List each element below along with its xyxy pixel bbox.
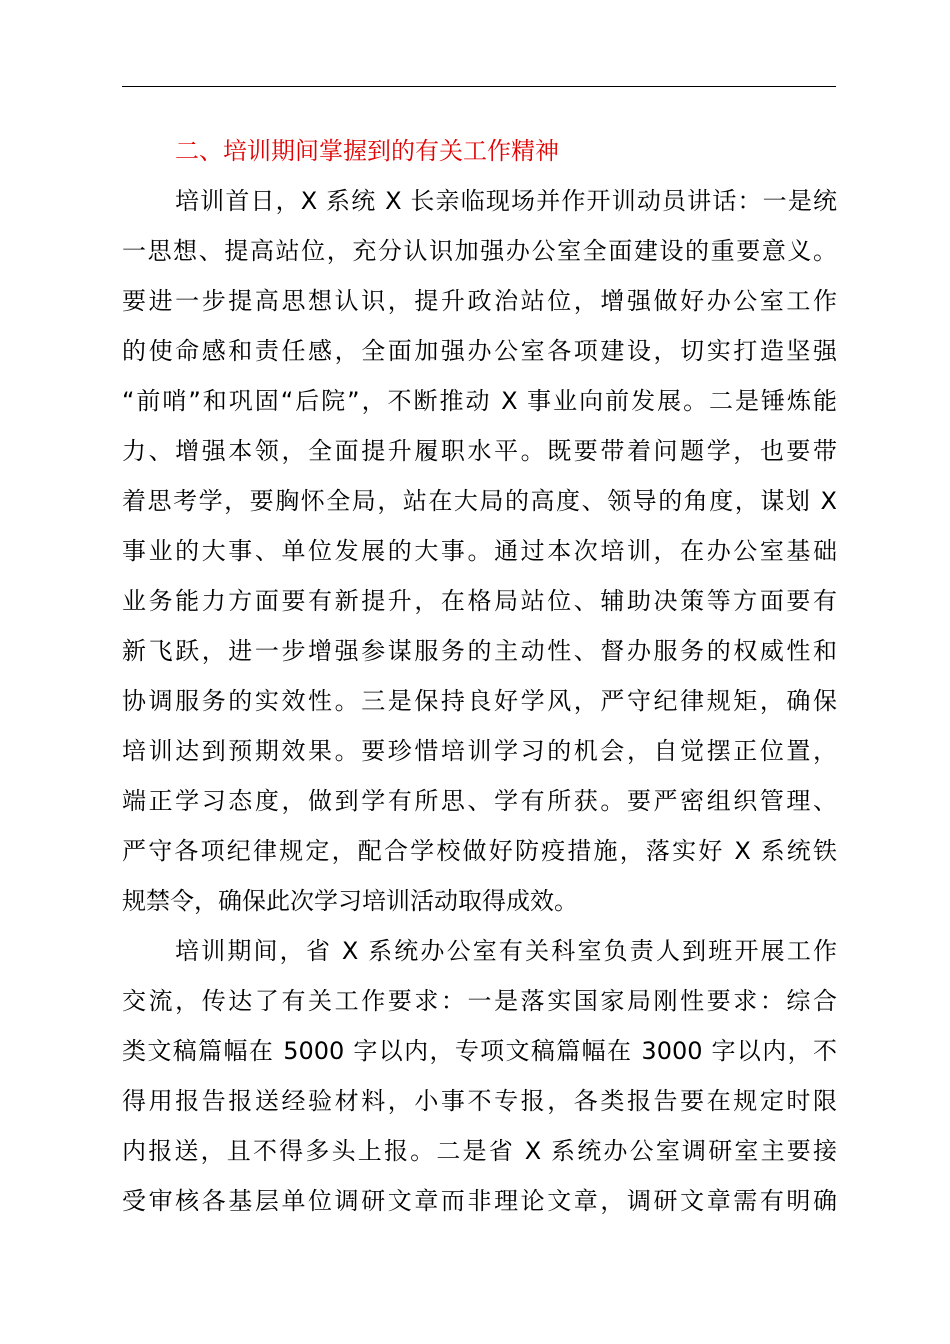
paragraph-1-line-13: 端正学习态度，做到学有所思、学有所获。要严密组织管理、 — [122, 787, 837, 815]
paragraph-2-line-4: 得用报告报送经验材料，小事不专报，各类报告要在规定时限 — [122, 1087, 837, 1115]
paragraph-1-line-4: 的使命感和责任感，全面加强办公室各项建设，切实打造坚强 — [122, 337, 837, 365]
paragraph-1-line-2: 一思想、提高站位，充分认识加强办公室全面建设的重要意义。 — [122, 237, 837, 265]
header-rule — [122, 86, 836, 87]
paragraph-1-line-7: 着思考学，要胸怀全局，站在大局的高度、领导的角度，谋划 X — [122, 487, 837, 515]
paragraph-1-line-1: 培训首日，X 系统 X 长亲临现场并作开训动员讲话：一是统 — [175, 187, 837, 215]
paragraph-1-line-8: 事业的大事、单位发展的大事。通过本次培训，在办公室基础 — [122, 537, 837, 565]
paragraph-1-line-11: 协调服务的实效性。三是保持良好学风，严守纪律规矩，确保 — [122, 687, 837, 715]
paragraph-2-line-5: 内报送，且不得多头上报。二是省 X 系统办公室调研室主要接 — [122, 1137, 837, 1165]
paragraph-1-line-3: 要进一步提高思想认识，提升政治站位，增强做好办公室工作 — [122, 287, 837, 315]
paragraph-1-line-14: 严守各项纪律规定，配合学校做好防疫措施，落实好 X 系统铁 — [122, 837, 837, 865]
paragraph-2-line-3: 类文稿篇幅在 5000 字以内，专项文稿篇幅在 3000 字以内，不 — [122, 1037, 837, 1065]
paragraph-1-line-6: 力、增强本领，全面提升履职水平。既要带着问题学，也要带 — [122, 437, 837, 465]
paragraph-1-line-15: 规禁令，确保此次学习培训活动取得成效。 — [122, 887, 578, 915]
section-heading: 二、培训期间掌握到的有关工作精神 — [175, 137, 559, 165]
paragraph-1-line-5: “前哨”和巩固“后院”，不断推动 X 事业向前发展。二是锤炼能 — [122, 387, 837, 415]
paragraph-1-line-12: 培训达到预期效果。要珍惜培训学习的机会，自觉摆正位置， — [122, 737, 837, 765]
paragraph-1-line-10: 新飞跃，进一步增强参谋服务的主动性、督办服务的权威性和 — [122, 637, 837, 665]
paragraph-2-line-1: 培训期间，省 X 系统办公室有关科室负责人到班开展工作 — [175, 937, 837, 965]
paragraph-2-line-6: 受审核各基层单位调研文章而非理论文章，调研文章需有明确 — [122, 1187, 837, 1215]
paragraph-2-line-2: 交流，传达了有关工作要求：一是落实国家局刚性要求：综合 — [122, 987, 837, 1015]
paragraph-1-line-9: 业务能力方面要有新提升，在格局站位、辅助决策等方面要有 — [122, 587, 837, 615]
